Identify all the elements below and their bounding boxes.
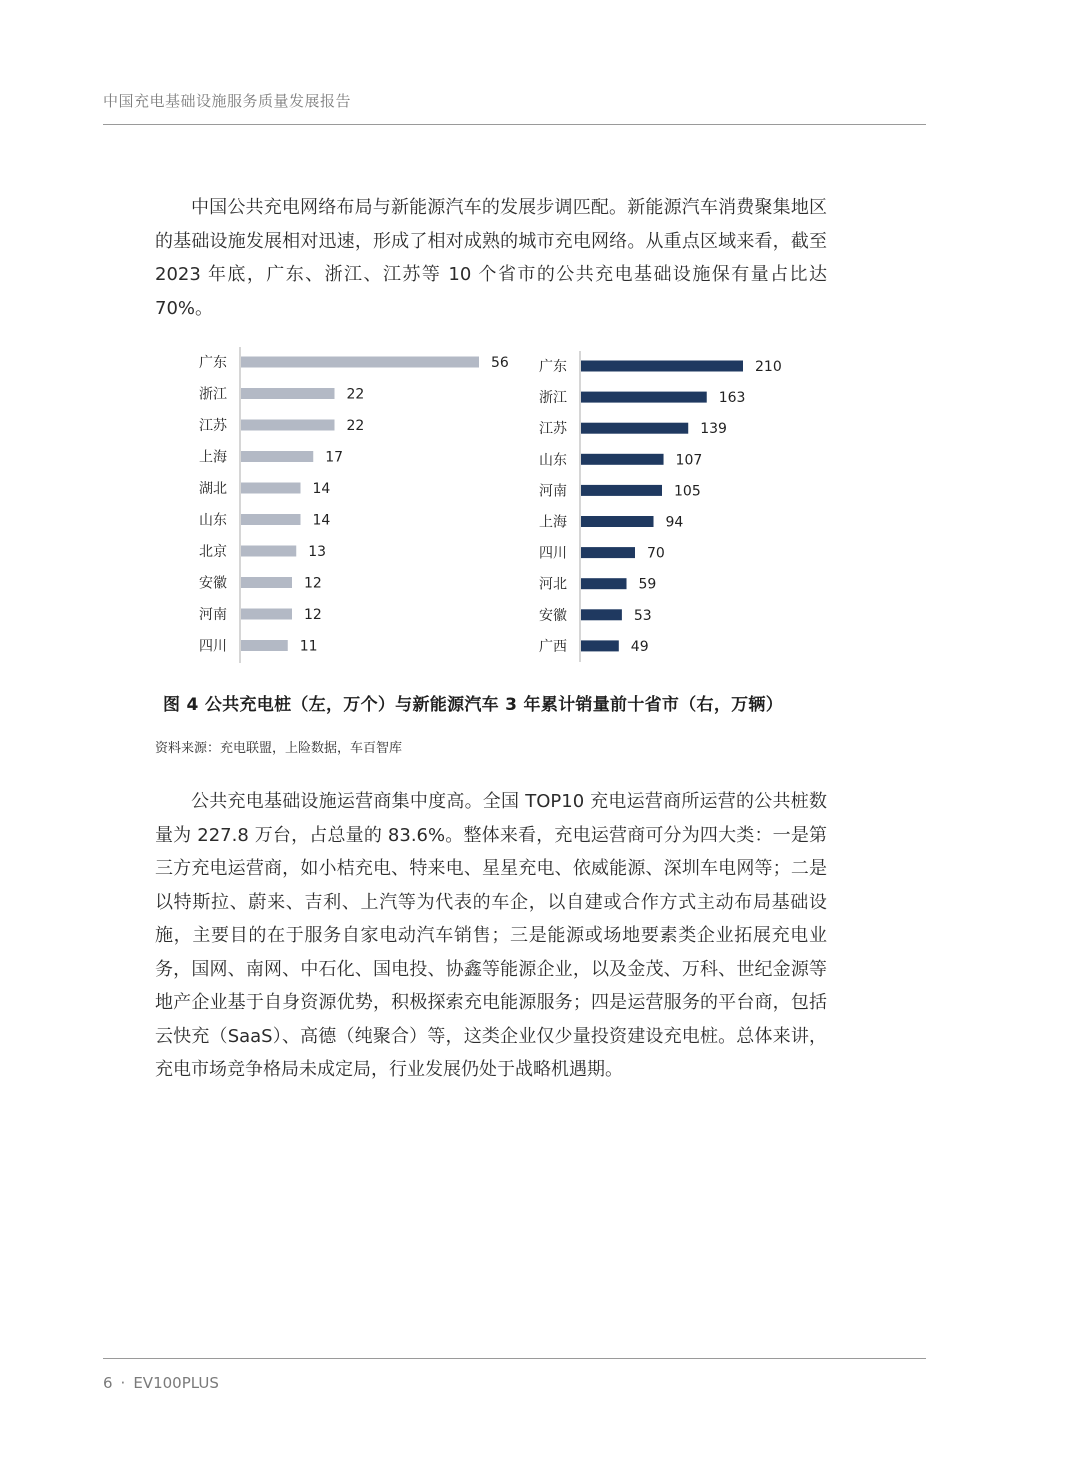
footer-divider: [103, 1358, 926, 1359]
value-label: 17: [325, 449, 344, 466]
category-label: 广西: [539, 638, 567, 655]
category-label: 河北: [539, 576, 567, 593]
bar: [581, 609, 622, 620]
bar: [581, 392, 707, 403]
bar: [581, 578, 627, 589]
bar: [581, 485, 662, 496]
category-label: 四川: [539, 545, 567, 562]
bar: [241, 357, 479, 368]
value-label: 107: [675, 452, 703, 469]
value-label: 11: [299, 638, 318, 655]
category-label: 湖北: [199, 481, 227, 497]
category-label: 上海: [539, 514, 567, 531]
category-label: 山东: [199, 512, 227, 529]
category-label: 广东: [199, 355, 227, 371]
category-label: 安徽: [199, 575, 227, 592]
bar: [581, 640, 619, 651]
category-label: 江苏: [199, 418, 227, 434]
bar: [241, 483, 301, 494]
value-label: 210: [755, 359, 782, 375]
category-label: 北京: [199, 544, 227, 560]
value-label: 12: [304, 575, 322, 592]
value-label: 94: [665, 514, 684, 531]
value-label: 22: [346, 418, 365, 434]
value-label: 14: [312, 481, 331, 497]
category-label: 浙江: [199, 386, 227, 403]
value-label: 12: [304, 607, 322, 623]
footer-separator: ·: [120, 1374, 126, 1392]
footer-brand: EV100PLUS: [133, 1374, 219, 1392]
bar: [241, 546, 296, 557]
value-label: 22: [346, 386, 365, 403]
value-label: 14: [312, 512, 331, 529]
bar: [581, 423, 688, 434]
bar: [241, 451, 313, 462]
value-label: 70: [647, 545, 665, 562]
category-label: 河南: [539, 483, 567, 500]
body-paragraph-1: 中国公共充电网络布局与新能源汽车的发展步调匹配。新能源汽车消费聚集地区的基础设施发展相对迅速，形成了相对成熟的城市充电网络。从重点区域来看，截至 2023 年底，广东、浙江、江苏等 10 个省市的公共充电基础设施保有量占比达 70%。: [155, 197, 827, 319]
bar: [241, 514, 301, 525]
value-label: 56: [491, 355, 509, 371]
value-label: 105: [674, 483, 701, 500]
bar: [581, 516, 654, 527]
bar: [241, 640, 288, 651]
value-label: 163: [718, 390, 746, 407]
footer: [103, 1374, 219, 1392]
bar: [241, 609, 292, 620]
header-divider: [103, 124, 926, 125]
page-number: 6: [103, 1374, 113, 1392]
value-label: 139: [700, 421, 727, 438]
figure-source: 资料来源：充电联盟，上险数据，车百智库: [155, 741, 403, 756]
bar: [581, 454, 664, 465]
value-label: 49: [630, 638, 649, 655]
value-label: 13: [308, 544, 327, 560]
bar: [581, 361, 743, 372]
body-paragraph-2: 公共充电基础设施运营商集中度高。全国 TOP10 充电运营商所运营的公共桩数量为 227.8 万台，占总量的 83.6%。整体来看，充电运营商可分为四大类：一是第三方充电运营商，如小桔充电、特来电、星星充电、依威能源、深圳车电网等；二是以特斯拉、蔚来、吉利、上汽等为代表的车企，以自建或合作方式主动布局基础设施，主要目的在于服务自家电动汽车销售；三是能源或场地要素类企业拓展充电业务，国网、南网、中石化、国电投、协鑫等能源企业，以及金茂、万科、世纪金源等地产企业基于自身资源优势，积极探索充电能源服务；四是运营服务的平台商，包括云快充（SaaS）、高德（纯聚合）等，这类企业仅少量投资建设充电桩。总体来讲，充电市场竞争格局未成定局，行业发展仍处于战略机遇期。: [155, 791, 827, 1080]
value-label: 53: [633, 607, 652, 624]
value-label: 59: [638, 576, 657, 593]
header-title: 中国充电基础设施服务质量发展报告: [103, 92, 352, 110]
category-label: 上海: [199, 449, 227, 466]
category-label: 浙江: [539, 390, 567, 407]
bar: [241, 577, 292, 588]
bar: [581, 547, 635, 558]
category-label: 安徽: [539, 607, 567, 624]
category-label: 河南: [199, 607, 227, 623]
category-label: 山东: [539, 452, 567, 469]
category-label: 四川: [199, 638, 227, 655]
bar: [241, 388, 335, 399]
category-label: 广东: [539, 359, 567, 375]
category-label: 江苏: [539, 421, 567, 438]
figure-caption: 图 4 公共充电桩（左，万个）与新能源汽车 3 年累计销量前十省市（右，万辆）: [163, 695, 784, 715]
bar: [241, 420, 335, 431]
